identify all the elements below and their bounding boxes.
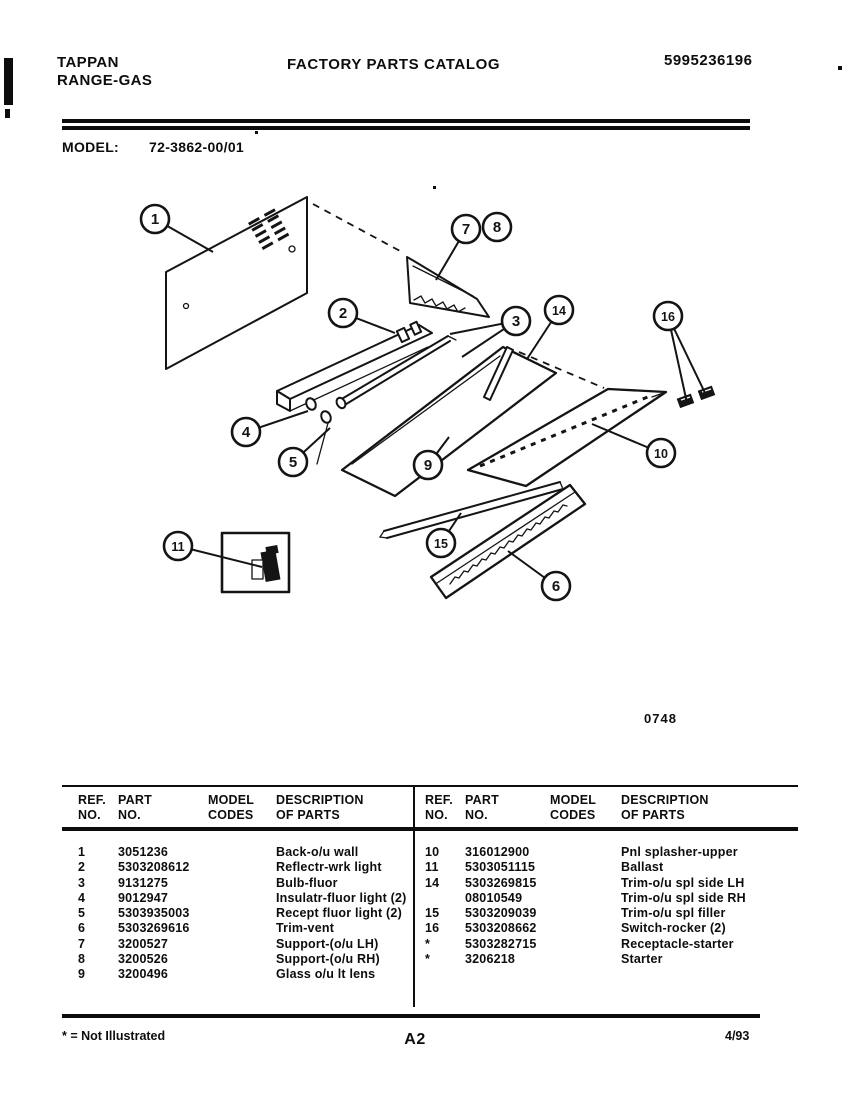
ref-cell: 15: [425, 906, 440, 921]
page-number: A2: [404, 1031, 426, 1048]
callout-number: 15: [434, 537, 448, 551]
model-label: MODEL:: [62, 139, 120, 155]
table-header-right: [425, 793, 798, 823]
description-cell: Reflectr-wrk light: [276, 860, 382, 875]
table-row: [425, 860, 798, 875]
ref-cell: 2: [78, 860, 86, 875]
ref-cell: 6: [78, 921, 86, 936]
model-codes-cell: [550, 921, 621, 936]
description-cell: Back-o/u wall: [276, 845, 359, 859]
model-codes-cell: [550, 876, 621, 891]
table-header-left: [78, 793, 412, 823]
table-top-rule: [62, 785, 798, 787]
ref-cell: 10: [425, 845, 440, 859]
model-codes-cell: [550, 906, 621, 921]
callout-number: 2: [338, 305, 348, 322]
callout-number: 3: [511, 313, 521, 330]
column-header: MODEL CODES: [550, 793, 597, 822]
description-cell: Support-(o/u RH): [276, 952, 380, 967]
part-support-drawing: [407, 257, 489, 317]
model-codes-cell: [208, 876, 276, 891]
model-codes-cell: [208, 891, 276, 906]
description-cell: Bulb-fluor: [276, 875, 338, 890]
part-number-cell: 9012947: [118, 890, 169, 905]
callout-number: 1: [150, 211, 160, 228]
callout-number: 5: [288, 454, 298, 471]
table-row: [425, 876, 798, 891]
column-header: REF. NO.: [78, 793, 106, 822]
model-codes-cell: [208, 937, 276, 952]
table-row: [78, 876, 412, 891]
part-number-cell: 3206218: [465, 952, 516, 967]
table-row: [425, 906, 798, 921]
table-bottom-rule: [62, 1014, 760, 1018]
table-row: [78, 860, 412, 875]
callout-number: 4: [241, 424, 251, 441]
part-number-cell: 08010549: [465, 890, 523, 905]
ref-cell: 1: [78, 845, 86, 859]
part-number-cell: 9131275: [118, 875, 169, 890]
column-header: DESCRIPTION OF PARTS: [621, 793, 709, 822]
table-row: [78, 967, 412, 982]
description-cell: Recept fluor light (2): [276, 906, 402, 921]
table-row: [78, 891, 412, 906]
description-cell: Pnl splasher-upper: [621, 845, 738, 859]
model-codes-cell: [208, 845, 276, 860]
revision-date: 4/93: [725, 1029, 750, 1043]
part-rocker-switches-drawing: [677, 386, 716, 409]
table-row: [78, 952, 412, 967]
model-codes-cell: [550, 845, 621, 860]
ref-cell: 4: [78, 890, 86, 905]
table-row: [425, 891, 798, 906]
part-number-cell: 3200527: [118, 936, 169, 951]
column-header: MODEL CODES: [208, 793, 255, 822]
model-codes-cell: [208, 967, 276, 982]
part-number-cell: 5303282715: [465, 936, 537, 951]
part-number-cell: 5303208612: [118, 860, 190, 875]
part-ballast-inset-drawing: [222, 533, 289, 592]
callout-number: 11: [171, 540, 185, 554]
model-number: 72-3862-00/01: [149, 139, 244, 155]
table-rows-left: [78, 845, 412, 983]
part-number-cell: 5303051115: [465, 860, 536, 875]
description-cell: Support-(o/u LH): [276, 936, 379, 951]
table-row: [78, 845, 412, 860]
description-cell: Trim-o/u spl side RH: [621, 890, 746, 905]
parts-table: [62, 785, 798, 1025]
ref-cell: 14: [425, 875, 440, 890]
ref-cell: 16: [425, 921, 440, 936]
not-illustrated-note: * = Not Illustrated: [62, 1029, 166, 1043]
callout-number: 8: [492, 219, 502, 236]
part-number-cell: 316012900: [465, 845, 530, 859]
table-row: [425, 845, 798, 860]
part-number-cell: 5303269616: [118, 921, 190, 936]
table-row: [78, 921, 412, 936]
ref-cell: 7: [78, 936, 86, 951]
table-rows-right: [425, 845, 798, 967]
table-row: [425, 952, 798, 967]
table-row: [425, 921, 798, 936]
model-codes-cell: [208, 860, 276, 875]
column-header: PART NO.: [118, 793, 152, 822]
part-back-wall-drawing: [166, 197, 307, 369]
ref-cell: [425, 891, 465, 906]
part-number-cell: 5303269815: [465, 875, 537, 890]
column-header: DESCRIPTION OF PARTS: [276, 793, 364, 822]
description-cell: Starter: [621, 952, 663, 967]
part-number-cell: 3051236: [118, 845, 169, 859]
model-codes-cell: [550, 891, 621, 906]
part-number-cell: 5303208662: [465, 921, 537, 936]
brand-line2: RANGE-GAS: [57, 72, 153, 89]
ref-cell: 8: [78, 952, 86, 967]
description-cell: Trim-o/u spl filler: [621, 906, 726, 921]
column-header: REF. NO.: [425, 793, 453, 822]
part-number-cell: 3200526: [118, 952, 169, 967]
table-header-rule: [62, 827, 798, 831]
model-codes-cell: [550, 937, 621, 952]
table-row: [425, 937, 798, 952]
model-codes-cell: [550, 860, 621, 875]
ref-cell: 3: [78, 875, 86, 890]
publication-number: 5995236196: [664, 52, 753, 69]
brand-line1: TAPPAN: [57, 54, 119, 71]
callout-number: 14: [552, 304, 566, 318]
table-row: [78, 937, 412, 952]
ref-cell: *: [425, 952, 431, 967]
page-title: FACTORY PARTS CATALOG: [287, 56, 501, 73]
callout-number: 9: [423, 457, 433, 474]
model-codes-cell: [550, 952, 621, 967]
callout-number: 16: [661, 310, 675, 324]
diagram-code: 0748: [644, 711, 677, 726]
part-number-cell: 5303935003: [118, 906, 190, 921]
table-column-divider: [413, 787, 415, 1007]
part-number-cell: 3200496: [118, 967, 169, 982]
ref-cell: 11: [425, 860, 439, 875]
description-cell: Ballast: [621, 860, 664, 875]
model-codes-cell: [208, 921, 276, 936]
callout-number: 7: [461, 221, 471, 238]
description-cell: Receptacle-starter: [621, 936, 734, 951]
description-cell: Trim-vent: [276, 921, 335, 936]
description-cell: Switch-rocker (2): [621, 921, 726, 936]
callout-number: 6: [551, 578, 561, 595]
column-header: PART NO.: [465, 793, 499, 822]
model-codes-cell: [208, 906, 276, 921]
callout-number: 10: [654, 447, 668, 461]
description-cell: Trim-o/u spl side LH: [621, 875, 745, 890]
description-cell: Insulatr-fluor light (2): [276, 890, 407, 905]
ref-cell: 9: [78, 967, 86, 982]
ref-cell: 5: [78, 906, 86, 921]
ref-cell: *: [425, 936, 431, 951]
table-row: [78, 906, 412, 921]
part-number-cell: 5303209039: [465, 906, 537, 921]
model-codes-cell: [208, 952, 276, 967]
description-cell: Glass o/u lt lens: [276, 967, 376, 982]
